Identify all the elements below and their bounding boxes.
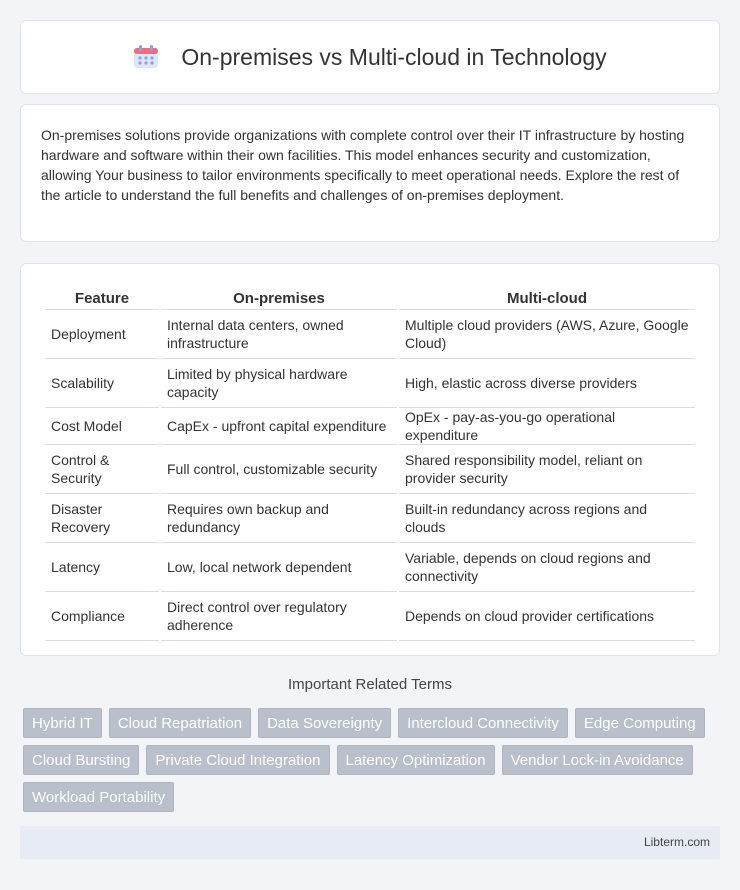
table-cell-multi-cloud: Shared responsibility model, reliant on provider security	[399, 445, 695, 494]
table-cell-on-premises: Full control, customizable security	[161, 445, 397, 494]
table-header-multi-cloud: Multi-cloud	[399, 286, 695, 310]
table-cell-feature: Scalability	[45, 359, 159, 408]
table-cell-on-premises: Low, local network dependent	[161, 543, 397, 592]
related-terms-title: Important Related Terms	[288, 676, 452, 693]
table-cell-feature: Compliance	[45, 592, 159, 641]
related-term-tag[interactable]: Latency Optimization	[337, 745, 495, 775]
comparison-table	[43, 286, 697, 641]
header-card	[20, 20, 720, 94]
intro-paragraph: On-premises solutions provide organizations with complete control over their IT infrastructure by hosting hardware and software within their own facilities. This model enhances security and customization, allowing Your business to tailor environments specifically to meet operational needs. Explore the rest of the article to understand the full benefits and challenges of on-premises deployment.	[41, 127, 685, 203]
table-row	[45, 494, 695, 543]
footer	[20, 826, 720, 859]
table-cell-feature: Control & Security	[45, 445, 159, 494]
table-header-feature: Feature	[45, 286, 159, 310]
table-row	[45, 592, 695, 641]
table-cell-multi-cloud: Depends on cloud provider certifications	[399, 592, 695, 641]
footer-site-link[interactable]: Libterm.com	[643, 835, 710, 849]
table-cell-on-premises: CapEx - upfront capital expenditure	[161, 408, 397, 445]
comparison-table-card	[20, 263, 720, 656]
page-title: On-premises vs Multi-cloud in Technology	[181, 43, 607, 70]
table-cell-feature: Disaster Recovery	[45, 494, 159, 543]
related-term-tag[interactable]: Workload Portability	[23, 782, 174, 812]
table-cell-multi-cloud: Built-in redundancy across regions and clouds	[399, 494, 695, 543]
table-cell-feature: Cost Model	[45, 408, 159, 445]
table-row	[45, 445, 695, 494]
table-cell-feature: Deployment	[45, 310, 159, 359]
table-cell-multi-cloud: OpEx - pay-as-you-go operational expenditure	[399, 408, 695, 445]
table-row	[45, 310, 695, 359]
table-row	[45, 543, 695, 592]
related-terms-list	[23, 708, 723, 812]
table-header-on-premises: On-premises	[161, 286, 397, 310]
related-term-tag[interactable]: Vendor Lock-in Avoidance	[502, 745, 693, 775]
table-cell-feature: Latency	[45, 543, 159, 592]
related-term-tag[interactable]: Private Cloud Integration	[146, 745, 329, 775]
title-wrap	[133, 44, 606, 71]
related-term-tag[interactable]: Cloud Repatriation	[109, 708, 251, 738]
related-term-tag[interactable]: Cloud Bursting	[23, 745, 139, 775]
table-cell-on-premises: Direct control over regulatory adherence	[161, 592, 397, 641]
table-cell-on-premises: Requires own backup and redundancy	[161, 494, 397, 543]
related-term-tag[interactable]: Intercloud Connectivity	[398, 708, 568, 738]
related-term-tag[interactable]: Data Sovereignty	[258, 708, 391, 738]
table-cell-on-premises: Internal data centers, owned infrastructure	[161, 310, 397, 359]
related-term-tag[interactable]: Hybrid IT	[23, 708, 102, 738]
table-row	[45, 408, 695, 445]
calendar-icon	[133, 45, 159, 69]
table-cell-multi-cloud: High, elastic across diverse providers	[399, 359, 695, 408]
intro-card	[20, 104, 720, 242]
table-cell-on-premises: Limited by physical hardware capacity	[161, 359, 397, 408]
table-cell-multi-cloud: Variable, depends on cloud regions and connectivity	[399, 543, 695, 592]
table-cell-multi-cloud: Multiple cloud providers (AWS, Azure, Google Cloud)	[399, 310, 695, 359]
related-term-tag[interactable]: Edge Computing	[575, 708, 705, 738]
table-row	[45, 359, 695, 408]
